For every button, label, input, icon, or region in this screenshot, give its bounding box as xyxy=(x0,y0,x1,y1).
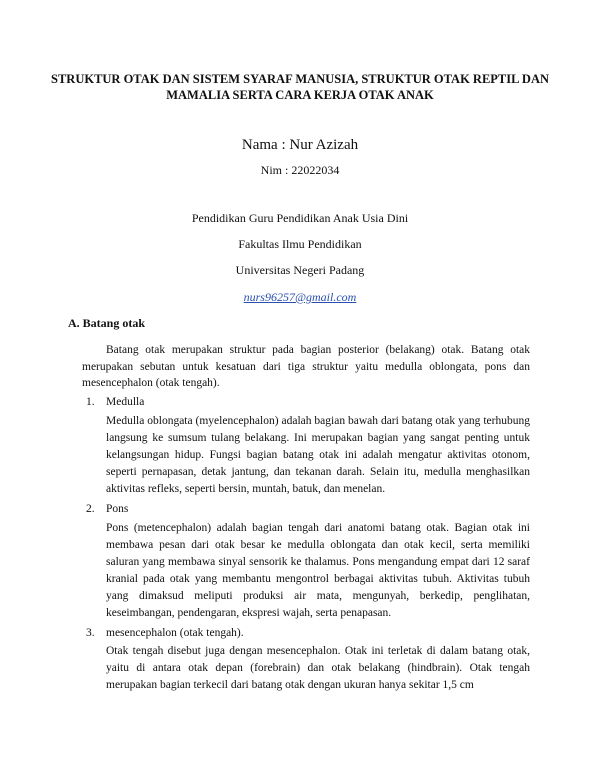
list-item-number: 3. xyxy=(86,627,95,639)
document-title: STRUKTUR OTAK DAN SISTEM SYARAF MANUSIA, STRUKTUR OTAK REPTIL DAN MAMALIA SERTA CARA KERJA OTAK ANAK xyxy=(51,72,549,102)
university: Universitas Negeri Padang xyxy=(235,263,365,277)
author-name: Nama : Nur Azizah xyxy=(241,137,359,153)
list-item-title: Pons xyxy=(106,503,129,515)
list-item-title: mesencephalon (otak tengah). xyxy=(106,627,244,639)
intro-paragraph: Batang otak merupakan struktur pada bagian posterior (belakang) otak. Batang otak merupakan sebutan untuk kesatuan dari tiga struktur yaitu medulla oblongata, pons dan mesencephalon (otak tengah). xyxy=(82,344,530,389)
list-item-number: 2. xyxy=(86,503,95,515)
faculty: Fakultas Ilmu Pendidikan xyxy=(238,237,362,251)
list-item-number: 1. xyxy=(86,396,95,408)
student-id: Nim : 22022034 xyxy=(260,163,340,177)
list-item-title: Medulla xyxy=(106,396,145,408)
study-program: Pendidikan Guru Pendidikan Anak Usia Dini xyxy=(191,211,409,225)
section-heading: A. Batang otak xyxy=(68,316,146,330)
email-link[interactable]: nurs96257@gmail.com xyxy=(243,290,357,304)
list-item-body: Medulla oblongata (myelencephalon) adalah bagian bawah dari batang otak yang terhubung langsung ke sumsum tulang belakang. Ini merupakan bagian yang sangat penting untuk kelangsungan hidup. Fungsi bagian batang otak ini adalah mengatur aktivitas otonom, seperti pernapasan, detak jantung, dan tekanan darah. Selain itu, medulla menghasilkan aktivitas refleks, seperti bersin, muntah, batuk, dan menelan. xyxy=(106,415,530,495)
list-item-body: Otak tengah disebut juga dengan mesencephalon. Otak ini terletak di dalam batang otak, yaitu di antara otak depan (forebrain) dan otak belakang (hindbrain). Otak tengah merupakan bagian terkecil dari batang otak dengan ukuran hanya sekitar 1,5 cm xyxy=(106,645,530,691)
list-item-body: Pons (metencephalon) adalah bagian tengah dari anatomi batang otak. Bagian otak ini membawa pesan dari otak besar ke medulla oblongata dan otak kecil, serta memiliki saluran yang membawa sinyal sensorik ke thalamus. Pons mengandung empat dari 12 saraf kranial pada otak yang membantu mengontrol berbagai aktivitas tubuh. Aktivitas tubuh yang dimaksud meliputi produksi air mata, mengunyah, berkedip, penglihatan, keseimbangan, pendengaran, ekspresi wajah, serta penapasan. xyxy=(106,522,530,619)
